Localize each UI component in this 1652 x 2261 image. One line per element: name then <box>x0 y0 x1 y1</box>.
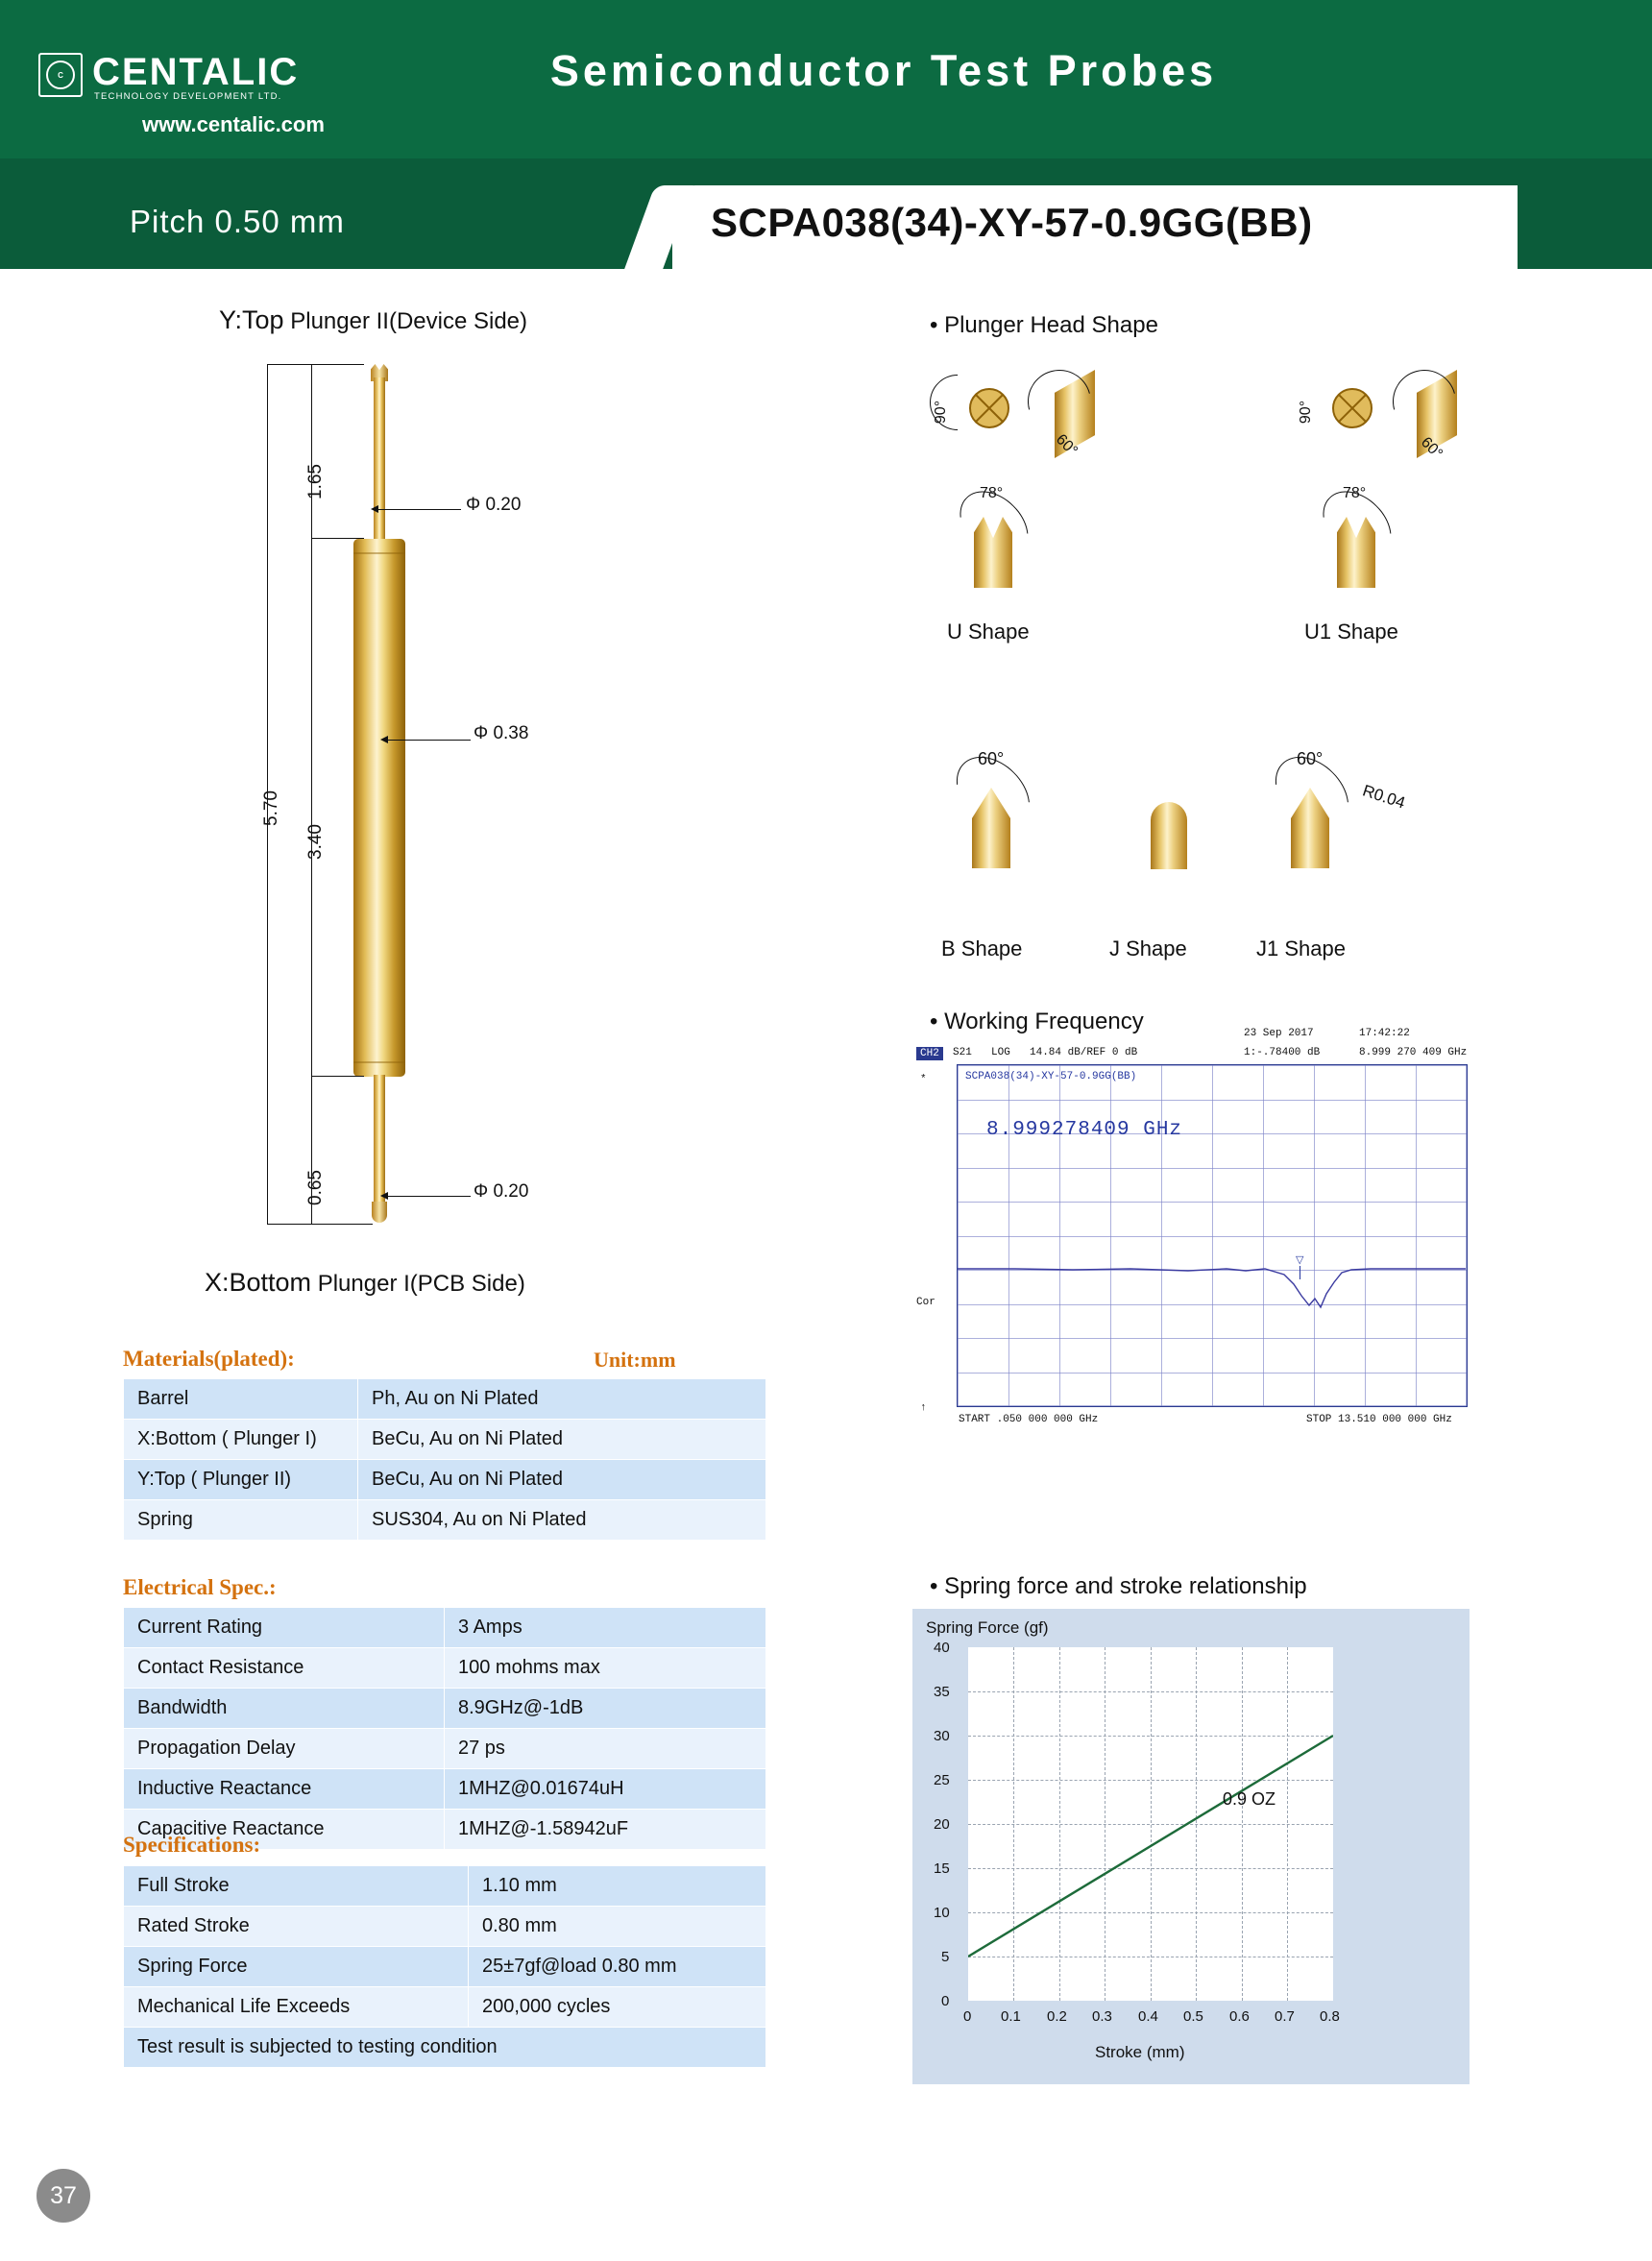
probe-top-label-side: (Device Side) <box>388 308 528 334</box>
materials-name-3: Spring <box>124 1500 358 1541</box>
electrical-value-5: 1MHZ@-1.58942uF <box>445 1810 766 1850</box>
plunger-bottom-tip <box>372 1202 387 1223</box>
dim-barrel-line <box>311 538 312 1076</box>
spec-value-1: 0.80 mm <box>469 1907 766 1947</box>
materials-title: Materials(plated): <box>123 1347 295 1371</box>
materials-value-3: SUS304, Au on Ni Plated <box>358 1500 766 1541</box>
dia-bottom-arrow-left <box>380 1192 388 1200</box>
spec-value-2: 25±7gf@load 0.80 mm <box>469 1947 766 1987</box>
electrical-table <box>123 1607 766 1850</box>
probe-drawing <box>317 360 442 1244</box>
u-shape-label: U Shape <box>947 620 1030 644</box>
j-shape-tip-icon <box>1151 802 1187 869</box>
spring-ytick-30: 30 <box>934 1728 950 1744</box>
spec-name-0: Full Stroke <box>124 1866 469 1907</box>
spec-value-3: 200,000 cycles <box>469 1987 766 2028</box>
spring-xtick-5: 0.5 <box>1183 2008 1203 2025</box>
u1-shape-90-label: 90° <box>1298 400 1315 425</box>
probe-bottom-label-side: (PCB Side) <box>409 1271 525 1297</box>
u-shape-90-label: 90° <box>933 400 950 425</box>
table-row <box>124 1866 766 1907</box>
materials-name-1: X:Bottom ( Plunger I) <box>124 1420 358 1460</box>
spring-xtick-4: 0.4 <box>1138 2008 1158 2025</box>
spring-xtick-6: 0.6 <box>1229 2008 1250 2025</box>
probe-top-label-sub: Plunger II <box>290 308 389 334</box>
table-row <box>124 1648 766 1689</box>
dia-top-arrow-left <box>371 505 378 513</box>
materials-table <box>123 1378 766 1541</box>
electrical-value-2: 8.9GHz@-1dB <box>445 1689 766 1729</box>
spring-xtick-0: 0 <box>963 2008 972 2025</box>
materials-name-0: Barrel <box>124 1379 358 1420</box>
table-row <box>124 1500 766 1541</box>
u1-shape-60-label: 60° <box>1417 434 1446 463</box>
working-frequency-title: • Working Frequency <box>930 1009 1144 1035</box>
freq-marker-star: * <box>920 1074 927 1085</box>
electrical-name-1: Contact Resistance <box>124 1648 445 1689</box>
spring-chart-title: • Spring force and stroke relationship <box>930 1573 1307 1600</box>
u1-shape-label: U1 Shape <box>1304 620 1398 644</box>
freq-trace-curve <box>958 1065 1467 1406</box>
dim-top-line <box>311 364 312 539</box>
u1-shape-top-view-icon <box>1325 384 1377 432</box>
materials-value-2: BeCu, Au on Ni Plated <box>358 1460 766 1500</box>
spring-ytick-15: 15 <box>934 1860 950 1877</box>
electrical-name-3: Propagation Delay <box>124 1729 445 1769</box>
freq-plot-area <box>957 1064 1468 1407</box>
electrical-value-3: 27 ps <box>445 1729 766 1769</box>
spring-force-line <box>968 1647 1333 2001</box>
dim-total-text: 5.70 <box>261 790 281 826</box>
table-row <box>124 1460 766 1500</box>
spring-xtick-2: 0.2 <box>1047 2008 1067 2025</box>
spring-xtick-3: 0.3 <box>1092 2008 1112 2025</box>
dim-barrel-tick-top <box>311 538 364 539</box>
table-row <box>124 1907 766 1947</box>
barrel-seam-bottom <box>353 1061 405 1063</box>
spring-ytick-40: 40 <box>934 1640 950 1656</box>
dim-barrel-text: 3.40 <box>305 824 326 860</box>
dia-top-text: Φ 0.20 <box>466 495 522 515</box>
j1-shape-radius-label: R0.04 <box>1360 781 1408 813</box>
logo-inner-icon: C <box>46 61 75 89</box>
spring-ytick-20: 20 <box>934 1816 950 1833</box>
left-column <box>0 279 807 2257</box>
spring-ytick-0: 0 <box>941 1993 950 2009</box>
table-row <box>124 1608 766 1648</box>
freq-stop-label: STOP 13.510 000 000 GHz <box>1306 1414 1452 1425</box>
brand-website: www.centalic.com <box>142 112 325 136</box>
spring-plot-area <box>968 1647 1333 2001</box>
electrical-value-1: 100 mohms max <box>445 1648 766 1689</box>
materials-unit: Unit:mm <box>594 1348 676 1372</box>
dim-barrel-tick-bottom <box>311 1076 364 1077</box>
table-row-footnote <box>124 2028 766 2068</box>
probe-top-label-main: Y:Top <box>219 305 284 334</box>
dia-bottom-text: Φ 0.20 <box>474 1181 529 1202</box>
electrical-value-4: 1MHZ@0.01674uH <box>445 1769 766 1810</box>
spring-ytick-25: 25 <box>934 1772 950 1788</box>
page-header <box>0 0 1652 269</box>
electrical-title: Electrical Spec.: <box>123 1575 277 1599</box>
materials-name-2: Y:Top ( Plunger II) <box>124 1460 358 1500</box>
specifications-title: Specifications: <box>123 1833 261 1857</box>
u-shape-60-label: 60° <box>1052 431 1081 460</box>
freq-marker-freq: 8.999 270 409 GHz <box>1359 1047 1468 1058</box>
spring-xtick-1: 0.1 <box>1001 2008 1021 2025</box>
spec-value-0: 1.10 mm <box>469 1866 766 1907</box>
spring-ytick-5: 5 <box>941 1949 950 1965</box>
j-shape-label: J Shape <box>1109 936 1187 960</box>
u-shape-78-label: 78° <box>980 485 1004 501</box>
brand-subtitle: TECHNOLOGY DEVELOPMENT LTD. <box>94 91 282 102</box>
spring-chart <box>912 1609 1470 2084</box>
dia-barrel-text: Φ 0.38 <box>474 723 529 743</box>
spec-name-3: Mechanical Life Exceeds <box>124 1987 469 2028</box>
probe-barrel <box>353 539 405 1077</box>
electrical-value-0: 3 Amps <box>445 1608 766 1648</box>
freq-marker-value: 1:-.78400 dB <box>1244 1047 1321 1058</box>
barrel-seam-top <box>353 552 405 554</box>
page-number: 37 <box>36 2169 90 2223</box>
electrical-name-5: Capacitive Reactance <box>124 1810 445 1850</box>
dim-top-tick <box>311 364 364 365</box>
table-row <box>124 1987 766 2028</box>
freq-time: 17:42:22 <box>1359 1028 1410 1039</box>
probe-bottom-label-sub: Plunger I <box>317 1271 410 1297</box>
electrical-name-2: Bandwidth <box>124 1689 445 1729</box>
frequency-chart <box>912 1018 1508 1527</box>
freq-scale: 14.84 dB/REF 0 dB <box>1030 1047 1138 1058</box>
dia-barrel-arrow-left <box>380 736 388 743</box>
dia-top-leader <box>375 509 461 510</box>
spec-footnote: Test result is subjected to testing condition <box>124 2028 766 2068</box>
plunger-top-shaft <box>374 377 385 541</box>
probe-bottom-label <box>205 1268 525 1298</box>
freq-part-label: SCPA038(34)-XY-57-0.9GG(BB) <box>965 1071 1137 1082</box>
freq-trace: S21 <box>953 1047 972 1058</box>
freq-channel: CH2 <box>916 1047 943 1060</box>
table-row <box>124 1947 766 1987</box>
dia-bottom-leader <box>384 1196 471 1197</box>
spec-name-1: Rated Stroke <box>124 1907 469 1947</box>
page-title: Semiconductor Test Probes <box>549 46 1218 95</box>
table-row <box>124 1420 766 1460</box>
dim-top-text: 1.65 <box>305 464 326 499</box>
spring-ytick-35: 35 <box>934 1684 950 1700</box>
specifications-table <box>123 1865 766 2068</box>
pitch-label: Pitch 0.50 mm <box>130 204 345 239</box>
spring-xtick-7: 0.7 <box>1275 2008 1295 2025</box>
freq-scale-mode: LOG <box>991 1047 1010 1058</box>
spring-ytick-10: 10 <box>934 1905 950 1921</box>
probe-bottom-label-main: X:Bottom <box>205 1268 312 1297</box>
table-row <box>124 1729 766 1769</box>
dim-total-tick-bottom <box>267 1224 373 1225</box>
freq-date: 23 Sep 2017 <box>1244 1028 1314 1039</box>
table-row <box>124 1689 766 1729</box>
freq-start-label: START .050 000 000 GHz <box>959 1414 1099 1425</box>
spring-xtick-8: 0.8 <box>1320 2008 1340 2025</box>
materials-value-0: Ph, Au on Ni Plated <box>358 1379 766 1420</box>
u1-shape-78-label: 78° <box>1343 485 1367 501</box>
b-shape-label: B Shape <box>941 936 1023 960</box>
right-column <box>912 279 1652 2257</box>
electrical-name-0: Current Rating <box>124 1608 445 1648</box>
head-shape-title: • Plunger Head Shape <box>930 312 1158 339</box>
spring-annotation: 0.9 OZ <box>1223 1789 1276 1809</box>
freq-arrow: ↑ <box>920 1402 927 1414</box>
dim-bottom-text: 0.65 <box>305 1170 326 1205</box>
plunger-bottom-shaft <box>374 1075 385 1209</box>
j1-shape-60-label: 60° <box>1297 749 1324 768</box>
brand-name: CENTALIC <box>92 51 300 93</box>
j1-shape-label: J1 Shape <box>1256 936 1346 960</box>
table-row <box>124 1379 766 1420</box>
materials-value-1: BeCu, Au on Ni Plated <box>358 1420 766 1460</box>
freq-cor: Cor <box>916 1297 935 1308</box>
spec-name-2: Spring Force <box>124 1947 469 1987</box>
freq-marker: ▽ <box>1296 1253 1303 1279</box>
probe-top-label <box>219 305 527 335</box>
part-number: SCPA038(34)-XY-57-0.9GG(BB) <box>711 200 1313 245</box>
dia-barrel-leader <box>384 740 471 741</box>
electrical-name-4: Inductive Reactance <box>124 1769 445 1810</box>
table-row <box>124 1769 766 1810</box>
freq-readout: 8.999278409 GHz <box>986 1119 1183 1141</box>
b-shape-60-label: 60° <box>978 749 1005 768</box>
spring-chart-xlabel: Stroke (mm) <box>1095 2043 1185 2061</box>
spring-chart-ylabel: Spring Force (gf) <box>926 1618 1049 1637</box>
